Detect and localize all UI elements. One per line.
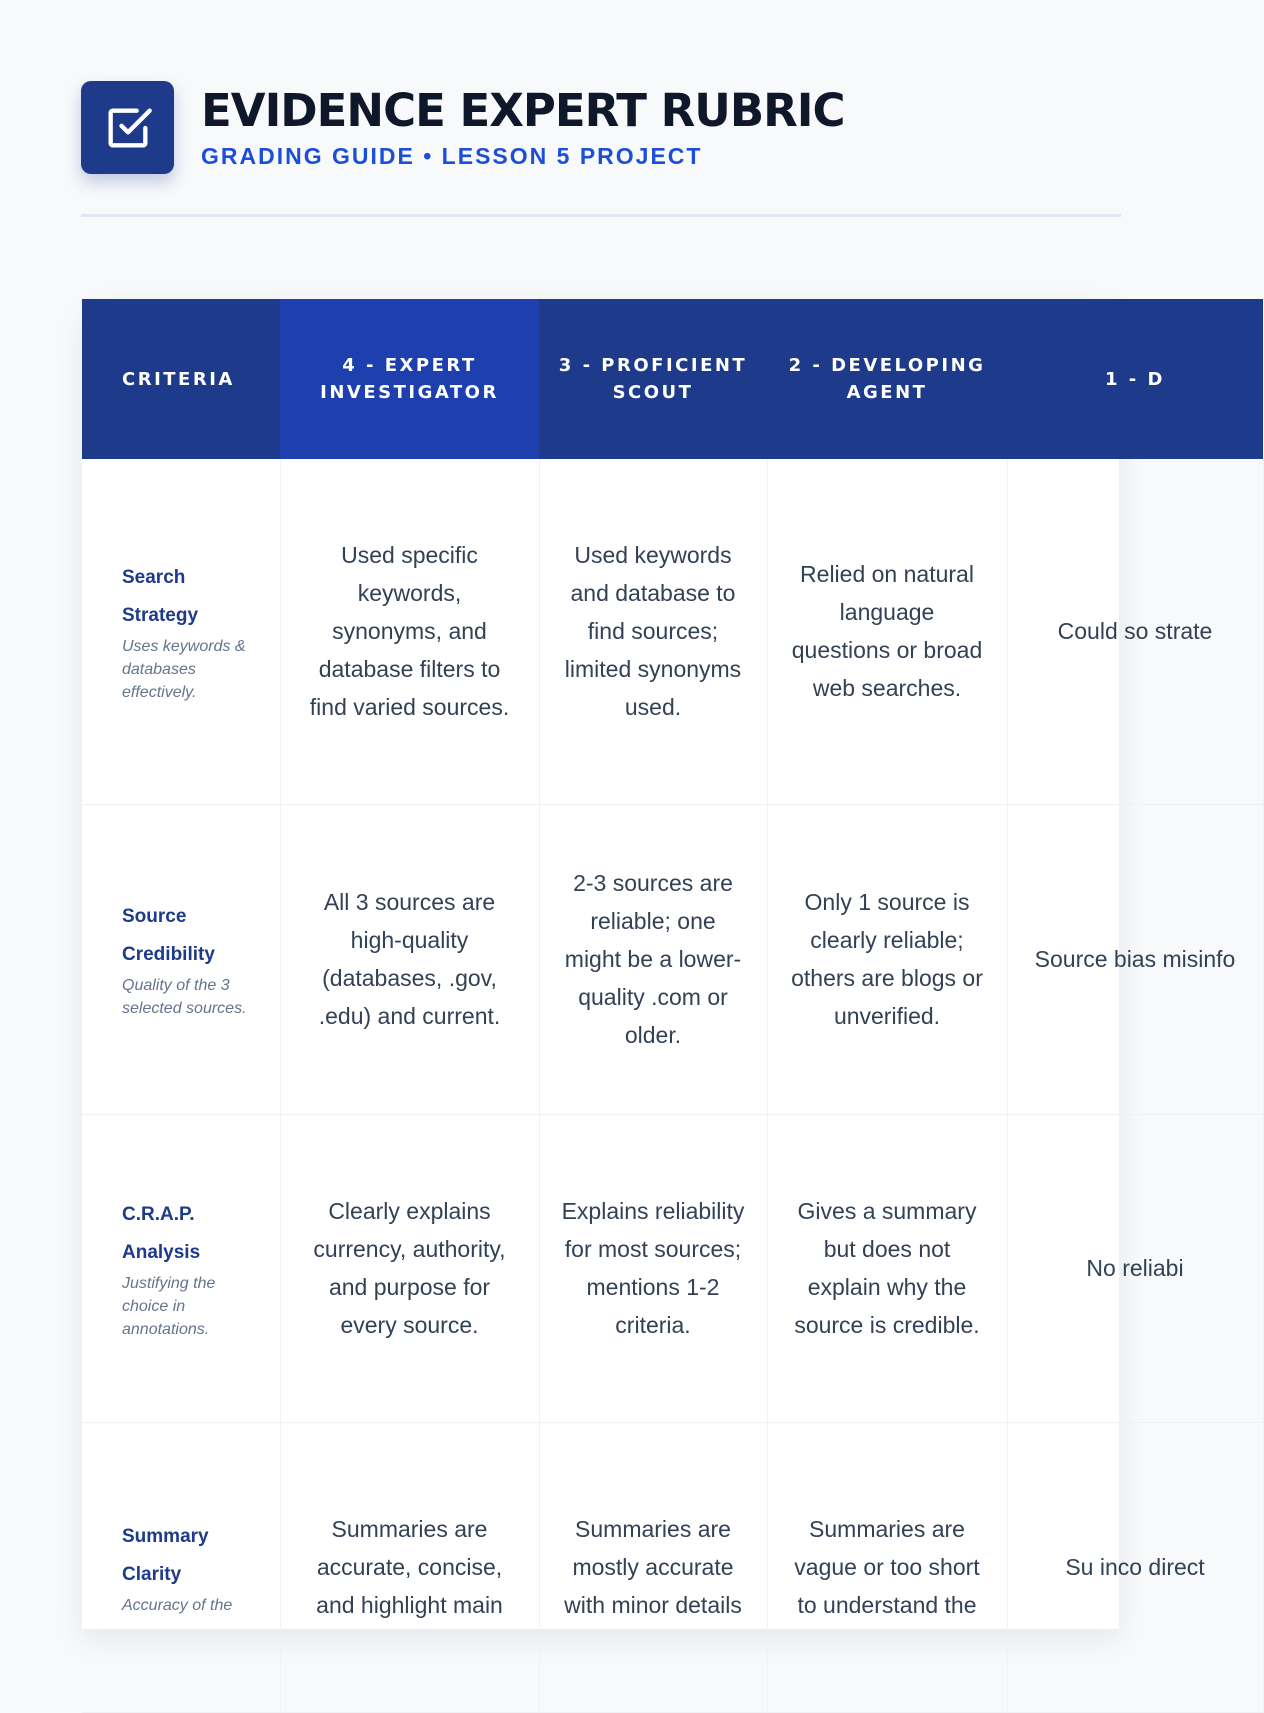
page-header	[81, 81, 1121, 217]
page-title: EVIDENCE EXPERT RUBRIC	[201, 84, 845, 137]
table-row	[82, 459, 1263, 804]
logo-badge	[81, 81, 174, 174]
criteria-name: Search Strategy	[122, 566, 199, 626]
checkbox-icon	[102, 102, 154, 154]
criteria-description: Uses keywords & databases effectively.	[122, 637, 246, 701]
rubric-cell: Gives a summary but does not explain why the source is credible.	[767, 1114, 1007, 1422]
rubric-table	[82, 299, 1264, 1713]
table-header-row	[82, 299, 1263, 459]
table-row	[82, 804, 1263, 1114]
column-header-level-1: 1 - D	[1007, 299, 1263, 459]
criteria-cell	[82, 1422, 280, 1712]
criteria-description: Quality of the 3 selected sources.	[122, 977, 247, 1017]
rubric-cell: Used specific keywords, synonyms, and database filters to find varied sources.	[280, 459, 539, 804]
criteria-description: Accuracy of the	[122, 1596, 233, 1614]
rubric-cell: No reliabi	[1007, 1114, 1263, 1422]
rubric-cell: Su inco direct	[1007, 1422, 1263, 1712]
rubric-cell: Summaries are vague or too short to understand the	[767, 1422, 1007, 1712]
criteria-cell	[82, 459, 280, 804]
rubric-cell: Source bias misinfo	[1007, 804, 1263, 1114]
rubric-cell: Summaries are mostly accurate with minor details	[539, 1422, 767, 1712]
column-header-level-4: 4 - EXPERT INVESTIGATOR	[280, 299, 539, 459]
criteria-description: Justifying the choice in annotations.	[122, 1274, 216, 1338]
rubric-cell: All 3 sources are high-quality (databases, .gov, .edu) and current.	[280, 804, 539, 1114]
column-header-level-3: 3 - PROFICIENT SCOUT	[539, 299, 767, 459]
rubric-cell: Summaries are accurate, concise, and highlight main	[280, 1422, 539, 1712]
rubric-cell: Used keywords and database to find sources; limited synonyms used.	[539, 459, 767, 804]
table-row	[82, 1114, 1263, 1422]
criteria-cell	[82, 1114, 280, 1422]
rubric-cell: Clearly explains currency, authority, and purpose for every source.	[280, 1114, 539, 1422]
criteria-cell	[82, 804, 280, 1114]
rubric-cell: 2-3 sources are reliable; one might be a lower-quality .com or older.	[539, 804, 767, 1114]
column-header-level-2: 2 - DEVELOPING AGENT	[767, 299, 1007, 459]
page-subtitle: GRADING GUIDE • LESSON 5 PROJECT	[201, 143, 703, 169]
rubric-cell: Explains reliability for most sources; mentions 1-2 criteria.	[539, 1114, 767, 1422]
column-header-criteria: CRITERIA	[82, 299, 280, 459]
criteria-name: Summary Clarity	[122, 1525, 209, 1585]
rubric-card	[82, 299, 1236, 1629]
criteria-name: Source Credibility	[122, 906, 215, 965]
rubric-cell: Only 1 source is clearly reliable; others are blogs or unverified.	[767, 804, 1007, 1114]
rubric-cell: Could so strate	[1007, 459, 1263, 804]
criteria-name: C.R.A.P. Analysis	[122, 1203, 201, 1263]
rubric-cell: Relied on natural language questions or broad web searches.	[767, 459, 1007, 804]
table-row	[82, 1422, 1263, 1712]
